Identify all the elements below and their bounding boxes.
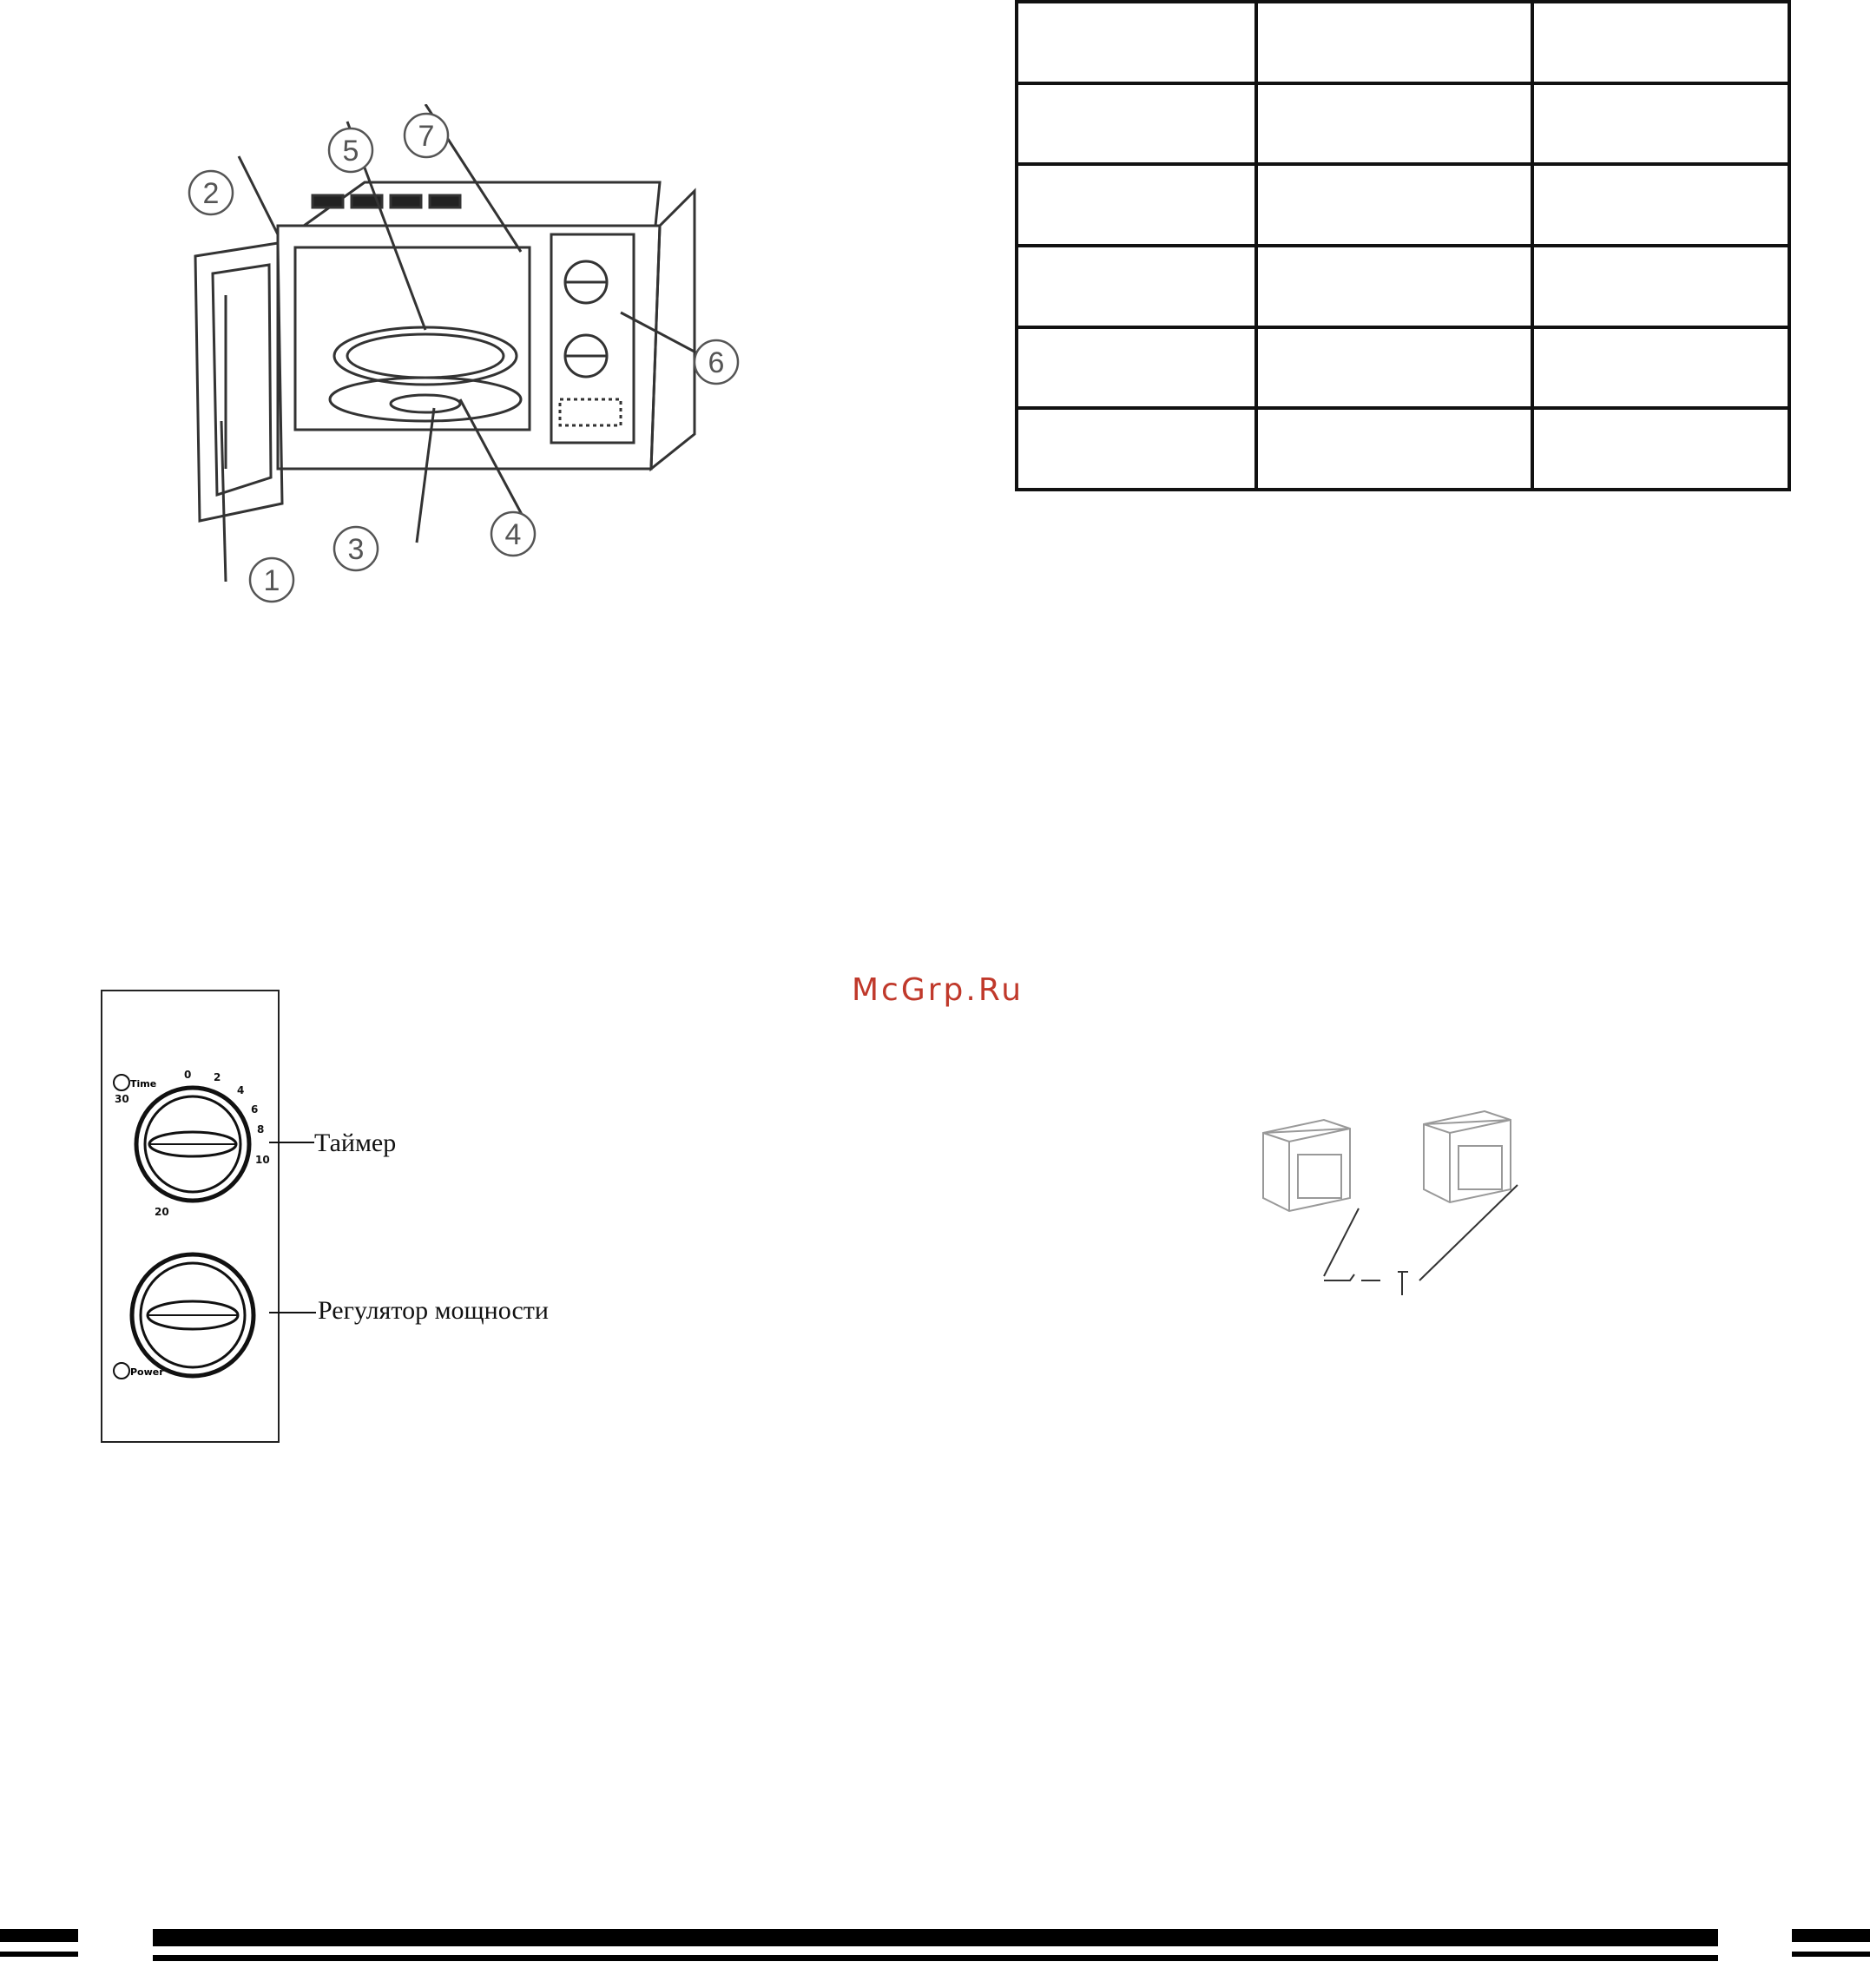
footer-bar-left	[0, 1929, 78, 1942]
timer-scale-30: 30	[115, 1093, 129, 1105]
footer-line-right	[1792, 1952, 1870, 1957]
timer-scale-2: 2	[214, 1071, 221, 1083]
table-cell	[1532, 2, 1789, 83]
timer-label: Таймер	[314, 1129, 397, 1157]
table-cell	[1256, 408, 1532, 490]
callout-5: 5	[342, 135, 359, 168]
callout-3: 3	[347, 533, 365, 566]
watermark-text: McGrp.Ru	[851, 972, 1024, 1008]
callout-7: 7	[418, 120, 435, 153]
table-cell	[1256, 164, 1532, 246]
table-row	[1017, 164, 1789, 246]
installation-diagram	[1250, 1103, 1545, 1320]
timer-icon	[114, 1075, 129, 1090]
footer-line-left	[0, 1952, 78, 1957]
table-cell	[1532, 164, 1789, 246]
callout-4: 4	[504, 518, 522, 551]
table-row	[1017, 408, 1789, 490]
table-row	[1017, 2, 1789, 83]
microwave-parts-diagram	[174, 104, 764, 616]
table-cell	[1532, 327, 1789, 409]
table-cell	[1017, 246, 1256, 327]
power-icon-label: Power	[130, 1366, 164, 1378]
table-cell	[1256, 246, 1532, 327]
table-cell	[1017, 83, 1256, 165]
microwave-body	[278, 226, 660, 469]
callout-1: 1	[263, 564, 280, 597]
table-cell	[1256, 327, 1532, 409]
table-row	[1017, 327, 1789, 409]
table-cell	[1256, 83, 1532, 165]
control-panel	[101, 990, 280, 1443]
timer-scale-8: 8	[257, 1123, 265, 1136]
table-cell	[1532, 83, 1789, 165]
callout-6: 6	[708, 346, 725, 379]
dial-leader-lines	[269, 1129, 321, 1337]
timer-scale-6: 6	[251, 1103, 259, 1116]
footer-bar-main	[153, 1929, 1718, 1946]
power-dial	[132, 1254, 254, 1376]
timer-scale-0: 0	[184, 1069, 192, 1081]
timer-dial	[136, 1088, 249, 1201]
footer-bar-right	[1792, 1929, 1870, 1942]
power-icon	[114, 1363, 129, 1379]
table-cell	[1532, 408, 1789, 490]
footer-line-main	[153, 1955, 1718, 1961]
callout-2: 2	[202, 177, 220, 210]
table-cell	[1017, 327, 1256, 409]
table-row	[1017, 83, 1789, 165]
table-cell	[1017, 2, 1256, 83]
timer-scale-4: 4	[237, 1084, 245, 1096]
timer-scale-10: 10	[255, 1154, 270, 1166]
table-cell	[1256, 2, 1532, 83]
table-row	[1017, 246, 1789, 327]
table-cell	[1532, 246, 1789, 327]
table-cell	[1017, 164, 1256, 246]
table-cell	[1017, 408, 1256, 490]
timer-scale-20: 20	[155, 1206, 169, 1218]
timer-icon-label: Time	[130, 1078, 157, 1089]
specification-table	[1015, 0, 1791, 491]
power-regulator-label: Регулятор мощности	[318, 1296, 549, 1325]
